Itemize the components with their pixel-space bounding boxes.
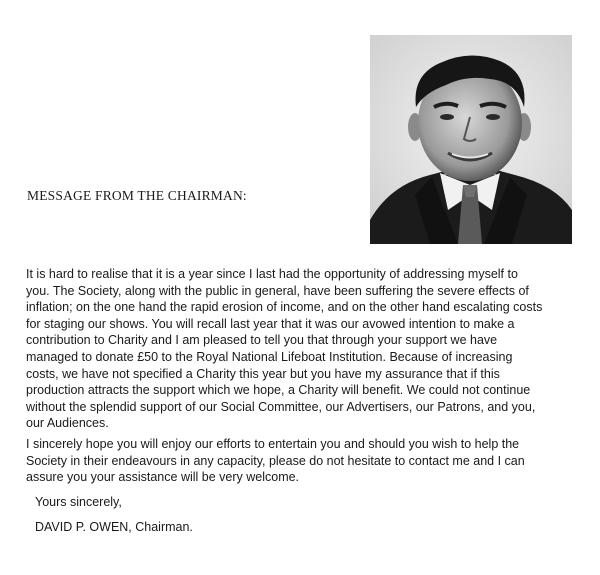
text-line: contribution to Charity and I am pleased to tell you that through your support we have: [26, 333, 498, 348]
message-heading: MESSAGE FROM THE CHAIRMAN:: [27, 188, 247, 203]
text-line: It is hard to realise that it is a year since I last had the opportunity of addressing myself to: [26, 267, 518, 281]
text-line: inflation; on the one hand the rapid erosion of income, and on the other hand escalating costs: [26, 300, 543, 315]
text-line: assure you your assistance will be very welcome.: [26, 470, 300, 485]
paragraph-1: [26, 266, 586, 432]
signature-name: DAVID P. OWEN, Chairman.: [35, 520, 193, 534]
text-line: our Audiences.: [26, 416, 109, 431]
text-line: managed to donate £50 to the Royal National Lifeboat Institution. Because of increasing: [26, 349, 513, 364]
text-line: Society in their endeavours in any capacity, please do not hesitate to contact me and I can: [26, 453, 525, 468]
paragraph-2: [26, 436, 586, 486]
text-line: you. The Society, along with the public in general, have been suffering the severe effects of: [26, 283, 529, 298]
chairman-portrait-icon: [370, 35, 572, 244]
salutation: Yours sincerely,: [35, 495, 122, 509]
text-line: I sincerely hope you will enjoy our efforts to entertain you and should you wish to help the: [26, 436, 520, 451]
text-line: for staging our shows. You will recall last year that it was our avowed intention to make a: [26, 316, 515, 331]
text-line: without the splendid support of our Social Committee, our Advertisers, our Patrons, and you,: [26, 399, 536, 414]
message-body: [26, 266, 586, 486]
text-line: production attracts the support which we hope, a Charity will benefit. We could not continue: [26, 383, 531, 398]
closing-block: [35, 494, 193, 536]
chairman-portrait-photo: [370, 35, 572, 244]
text-line: costs, we have not specified a Charity this year but you have my assurance that if this: [26, 366, 500, 381]
